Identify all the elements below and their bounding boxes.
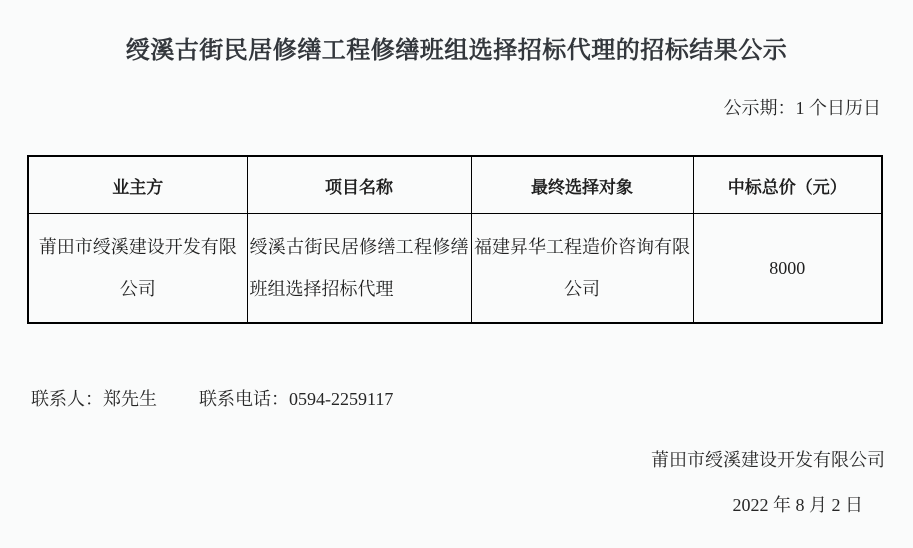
- cell-project-name: 绶溪古街民居修缮工程修缮班组选择招标代理: [247, 214, 471, 324]
- contact-phone-value: 0594-2259117: [289, 389, 394, 409]
- issuer-name: 莆田市绶溪建设开发有限公司: [651, 450, 885, 470]
- col-header-winning-price: 中标总价（元）: [693, 156, 882, 214]
- cell-final-selection: 福建昇华工程造价咨询有限公司: [471, 214, 693, 324]
- bid-result-table: [27, 155, 883, 324]
- cell-winning-price: 8000: [693, 214, 882, 324]
- col-header-project-name: 项目名称: [247, 156, 471, 214]
- table-header-row: [28, 156, 882, 214]
- publicity-period: 公示期：1 个日历日: [723, 98, 881, 118]
- contact-phone-label: 联系电话：: [199, 389, 289, 409]
- page-title: 绶溪古街民居修缮工程修缮班组选择招标代理的招标结果公示: [125, 37, 788, 64]
- col-header-owner: 业主方: [28, 156, 247, 214]
- col-header-final-selection: 最终选择对象: [471, 156, 693, 214]
- contact-person-label: 联系人：: [31, 389, 103, 409]
- contact-person-value: 郑先生: [103, 389, 157, 409]
- cell-owner: 莆田市绶溪建设开发有限公司: [28, 214, 247, 324]
- table-row: [28, 214, 882, 324]
- contact-line: [31, 385, 393, 411]
- issue-date: 2022 年 8 月 2 日: [732, 495, 863, 515]
